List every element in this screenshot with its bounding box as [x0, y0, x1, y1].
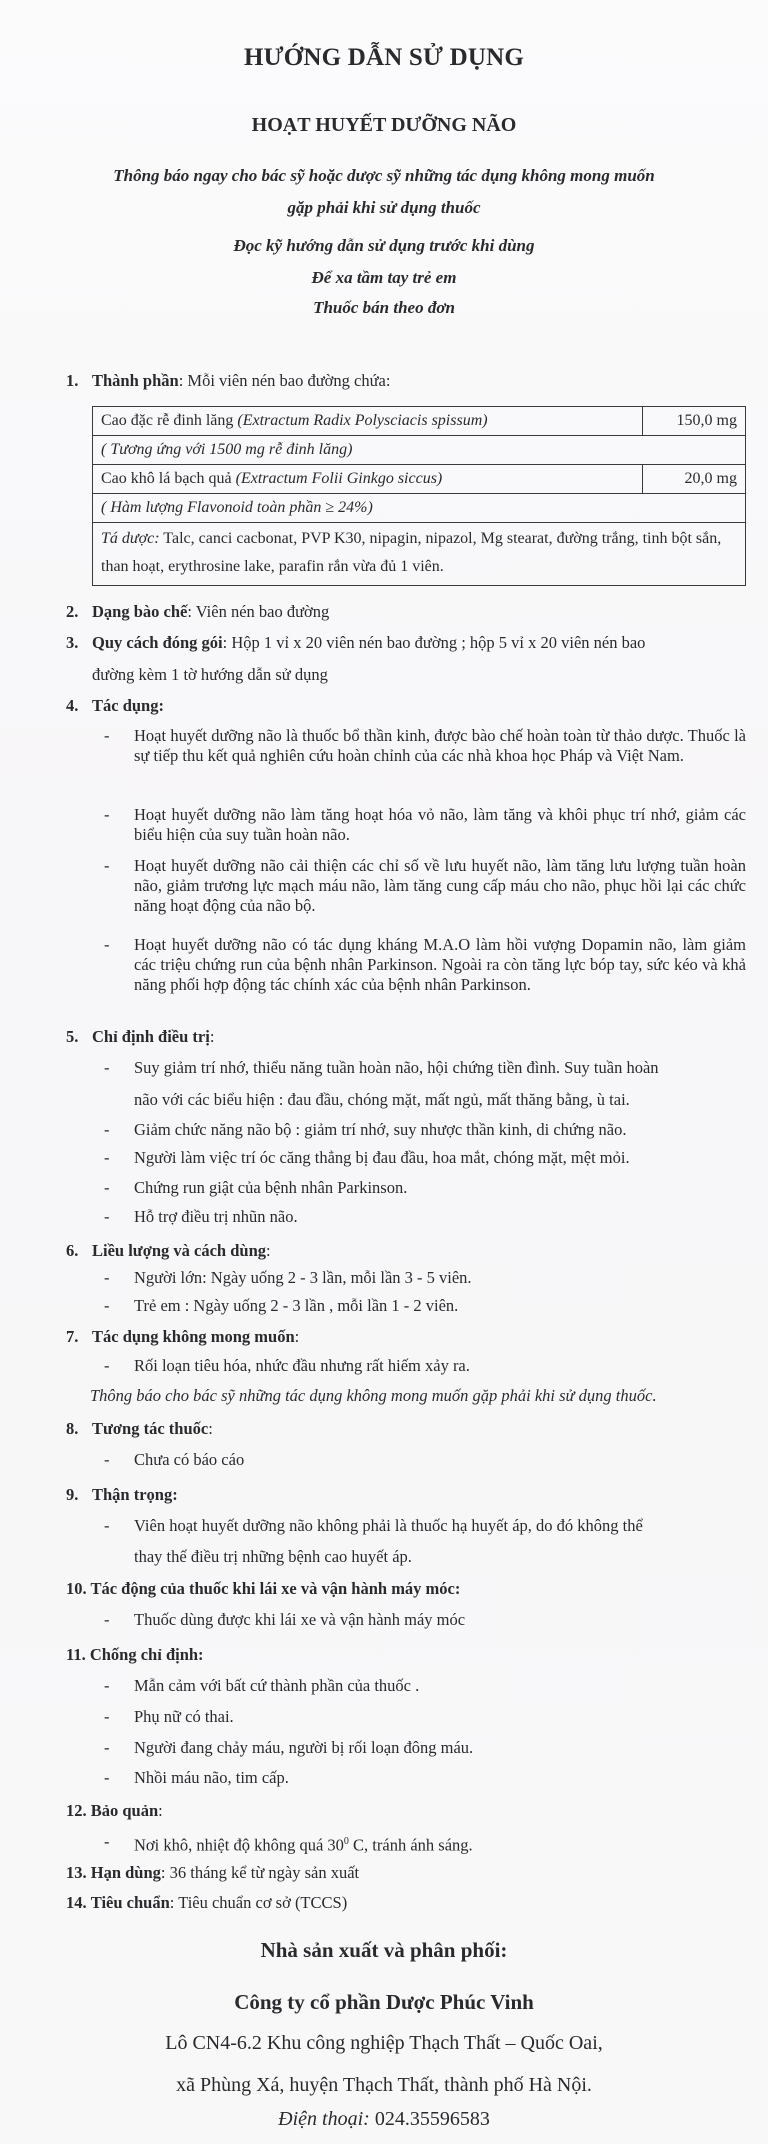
bullet-icon: -: [104, 1450, 110, 1469]
warning-line: Thông báo ngay cho bác sỹ hoặc dược sỹ những tác dụng không mong muốn: [113, 166, 655, 185]
section-storage: 12. Bảo quản:: [66, 1801, 163, 1820]
list-item: Phụ nữ có thai.: [134, 1707, 234, 1726]
section-driving: 10. Tác động của thuốc khi lái xe và vận hành máy móc:: [66, 1579, 461, 1598]
document-title: HƯỚNG DẪN SỬ DỤNG: [243, 44, 524, 71]
side-effects-note: Thông báo cho bác sỹ những tác dụng không mong muốn gặp phải khi sử dụng thuốc.: [90, 1386, 657, 1405]
ingredient-note: ( Tương ứng với 1500 mg rễ đinh lăng): [93, 436, 746, 465]
warning-line: Để xa tầm tay trẻ em: [311, 268, 457, 287]
list-item: Rối loạn tiêu hóa, nhức đầu nhưng rất hiếm xảy ra.: [134, 1356, 470, 1375]
section-interactions: 8. Tương tác thuốc:: [66, 1419, 213, 1438]
bullet-icon: -: [104, 1516, 110, 1535]
table-row: [93, 407, 746, 436]
section-expiry: 13. Hạn dùng: 36 tháng kể từ ngày sản xuất: [66, 1863, 360, 1882]
company-name: Công ty cổ phần Dược Phúc Vinh: [234, 1990, 534, 2014]
section-effects: 4. Tác dụng:: [66, 696, 164, 715]
bullet-icon: -: [104, 1296, 110, 1315]
warning-line: Thuốc bán theo đơn: [313, 298, 455, 317]
bullet-icon: -: [104, 1148, 110, 1167]
excipients-cell: Tá dược: Talc, canci cacbonat, PVP K30, nipagin, nipazol, Mg stearat, đường trắng, tinh bột sắn, than hoạt, erythrosine lake, parafin rắn vừa đủ 1 viên.: [93, 523, 746, 586]
ingredient-name: Cao đặc rễ đinh lăng (Extractum Radix Polysciacis spissum): [93, 407, 643, 436]
bullet-icon: -: [104, 935, 110, 954]
list-item: Hoạt huyết dưỡng não có tác dụng kháng M.A.O làm hồi vượng Dopamin não, làm giảm các triệu chứng run của bệnh nhân Parkinson. Ngoài ra còn tăng lực bóp tay, sức kéo và khả năng phối hợp động tác chính xác của bệnh nhân Parkinson.: [134, 935, 746, 994]
bullet-icon: -: [104, 1738, 110, 1757]
section-side-effects: 7. Tác dụng không mong muốn:: [66, 1327, 300, 1346]
section-indications: 5. Chỉ định điều trị:: [66, 1027, 215, 1046]
bullet-icon: -: [104, 1707, 110, 1726]
product-name: HOẠT HUYẾT DƯỠNG NÃO: [251, 114, 517, 136]
manufacturer-heading: Nhà sản xuất và phân phối:: [260, 1938, 508, 1962]
table-row: [93, 465, 746, 494]
list-item: Chứng run giật của bệnh nhân Parkinson.: [134, 1178, 408, 1197]
table-row: [93, 436, 746, 465]
bullet-icon: -: [104, 1120, 110, 1139]
warning-line: gặp phải khi sử dụng thuốc: [287, 198, 481, 217]
section-dosage: 6. Liều lượng và cách dùng:: [66, 1241, 271, 1260]
list-item: Người lớn: Ngày uống 2 - 3 lần, mỗi lần 3 - 5 viên.: [134, 1268, 472, 1287]
list-item: Hoạt huyết dưỡng não là thuốc bổ thần kinh, được bào chế hoàn toàn từ thảo dược. Thuốc là sự tiếp thu kết quả nghiên cứu hoàn chỉnh của các nhà khoa học Pháp và Việt Nam.: [134, 726, 746, 765]
table-row: [93, 523, 746, 586]
bullet-icon: -: [104, 1207, 110, 1226]
bullet-icon: -: [104, 1178, 110, 1197]
list-item: Thuốc dùng được khi lái xe và vận hành máy móc: [134, 1610, 466, 1629]
bullet-icon: -: [104, 1356, 110, 1375]
ingredient-amount: 20,0 mg: [643, 465, 746, 494]
ingredients-table: [92, 406, 746, 586]
list-item: Hoạt huyết dưỡng não làm tăng hoạt hóa vỏ não, làm tăng và khôi phục trí nhớ, giảm các biểu hiện của suy tuần hoàn não.: [134, 805, 746, 844]
section-standard: 14. Tiêu chuẩn: Tiêu chuẩn cơ sở (TCCS): [66, 1893, 348, 1912]
list-item-continued: não với các biểu hiện : đau đầu, chóng mặt, mất ngủ, mất thăng bằng, ù tai.: [134, 1090, 630, 1109]
list-item: Người đang chảy máu, người bị rối loạn đông máu.: [134, 1738, 474, 1757]
list-item: Nhồi máu não, tim cấp.: [134, 1768, 289, 1787]
list-item-continued: thay thế điều trị những bệnh cao huyết áp.: [134, 1547, 412, 1566]
bullet-icon: -: [104, 1768, 110, 1787]
list-item: Mẫn cảm với bất cứ thành phần của thuốc .: [134, 1676, 420, 1695]
list-item: Nơi khô, nhiệt độ không quá $30^0$ C, tránh ánh sáng.: [134, 1835, 473, 1855]
bullet-icon: -: [104, 1832, 110, 1851]
list-item: Suy giảm trí nhớ, thiểu năng tuần hoàn não, hội chứng tiền đình. Suy tuần hoàn: [134, 1058, 659, 1077]
bullet-icon: -: [104, 856, 110, 875]
bullet-icon: -: [104, 805, 110, 824]
list-item: Trẻ em : Ngày uống 2 - 3 lần , mỗi lần 1 - 2 viên.: [134, 1296, 459, 1315]
section-precautions: 9. Thận trọng:: [66, 1485, 178, 1504]
packaging-continued: đường kèm 1 tờ hướng dẫn sử dụng: [92, 665, 328, 684]
phone-number: 024.35596583: [369, 2108, 490, 2130]
bullet-icon: -: [104, 1058, 110, 1077]
section-title: Thành phần: [92, 371, 179, 390]
section-composition: 1. Thành phần: Mỗi viên nén bao đường chứa:: [66, 371, 391, 390]
bullet-icon: -: [104, 1676, 110, 1695]
bullet-icon: -: [104, 1268, 110, 1287]
list-item: Hoạt huyết dưỡng não cải thiện các chỉ số về lưu huyết não, làm tăng lưu lượng tuần hoàn não, giảm trương lực mạch máu não, làm tăng cung cấp máu cho não, phục hồi lại các chức năng hoạt động của não bộ.: [134, 856, 746, 915]
section-contraindications: 11. Chống chỉ định:: [66, 1645, 204, 1664]
list-item: Người làm việc trí óc căng thẳng bị đau đầu, hoa mắt, chóng mặt, mệt mỏi.: [134, 1148, 630, 1167]
phone-line: Điện thoại: 024.35596583: [278, 2108, 490, 2130]
list-item: Giảm chức năng não bộ : giảm trí nhớ, suy nhược thần kinh, di chứng não.: [134, 1120, 627, 1139]
section-dosage-form: 2. Dạng bào chế: Viên nén bao đường: [66, 602, 330, 621]
address-line: xã Phùng Xá, huyện Thạch Thất, thành phố Hà Nội.: [176, 2074, 592, 2096]
ingredient-note: ( Hàm lượng Flavonoid toàn phần ≥ 24%): [93, 494, 746, 523]
list-item: Viên hoạt huyết dưỡng não không phải là thuốc hạ huyết áp, do đó không thể: [134, 1516, 643, 1535]
section-packaging: 3. Quy cách đóng gói: Hộp 1 vỉ x 20 viên nén bao đường ; hộp 5 vỉ x 20 viên nén bao: [66, 633, 646, 652]
warning-line: Đọc kỹ hướng dẫn sử dụng trước khi dùng: [233, 236, 535, 255]
address-line: Lô CN4-6.2 Khu công nghiệp Thạch Thất – Quốc Oai,: [165, 2032, 603, 2054]
list-item: Chưa có báo cáo: [134, 1450, 245, 1469]
bullet-icon: -: [104, 1610, 110, 1629]
bullet-icon: -: [104, 726, 110, 745]
list-item: Hỗ trợ điều trị nhũn não.: [134, 1207, 298, 1226]
table-row: [93, 494, 746, 523]
ingredient-amount: 150,0 mg: [643, 407, 746, 436]
ingredient-name: Cao khô lá bạch quả (Extractum Folii Ginkgo siccus): [93, 465, 643, 494]
